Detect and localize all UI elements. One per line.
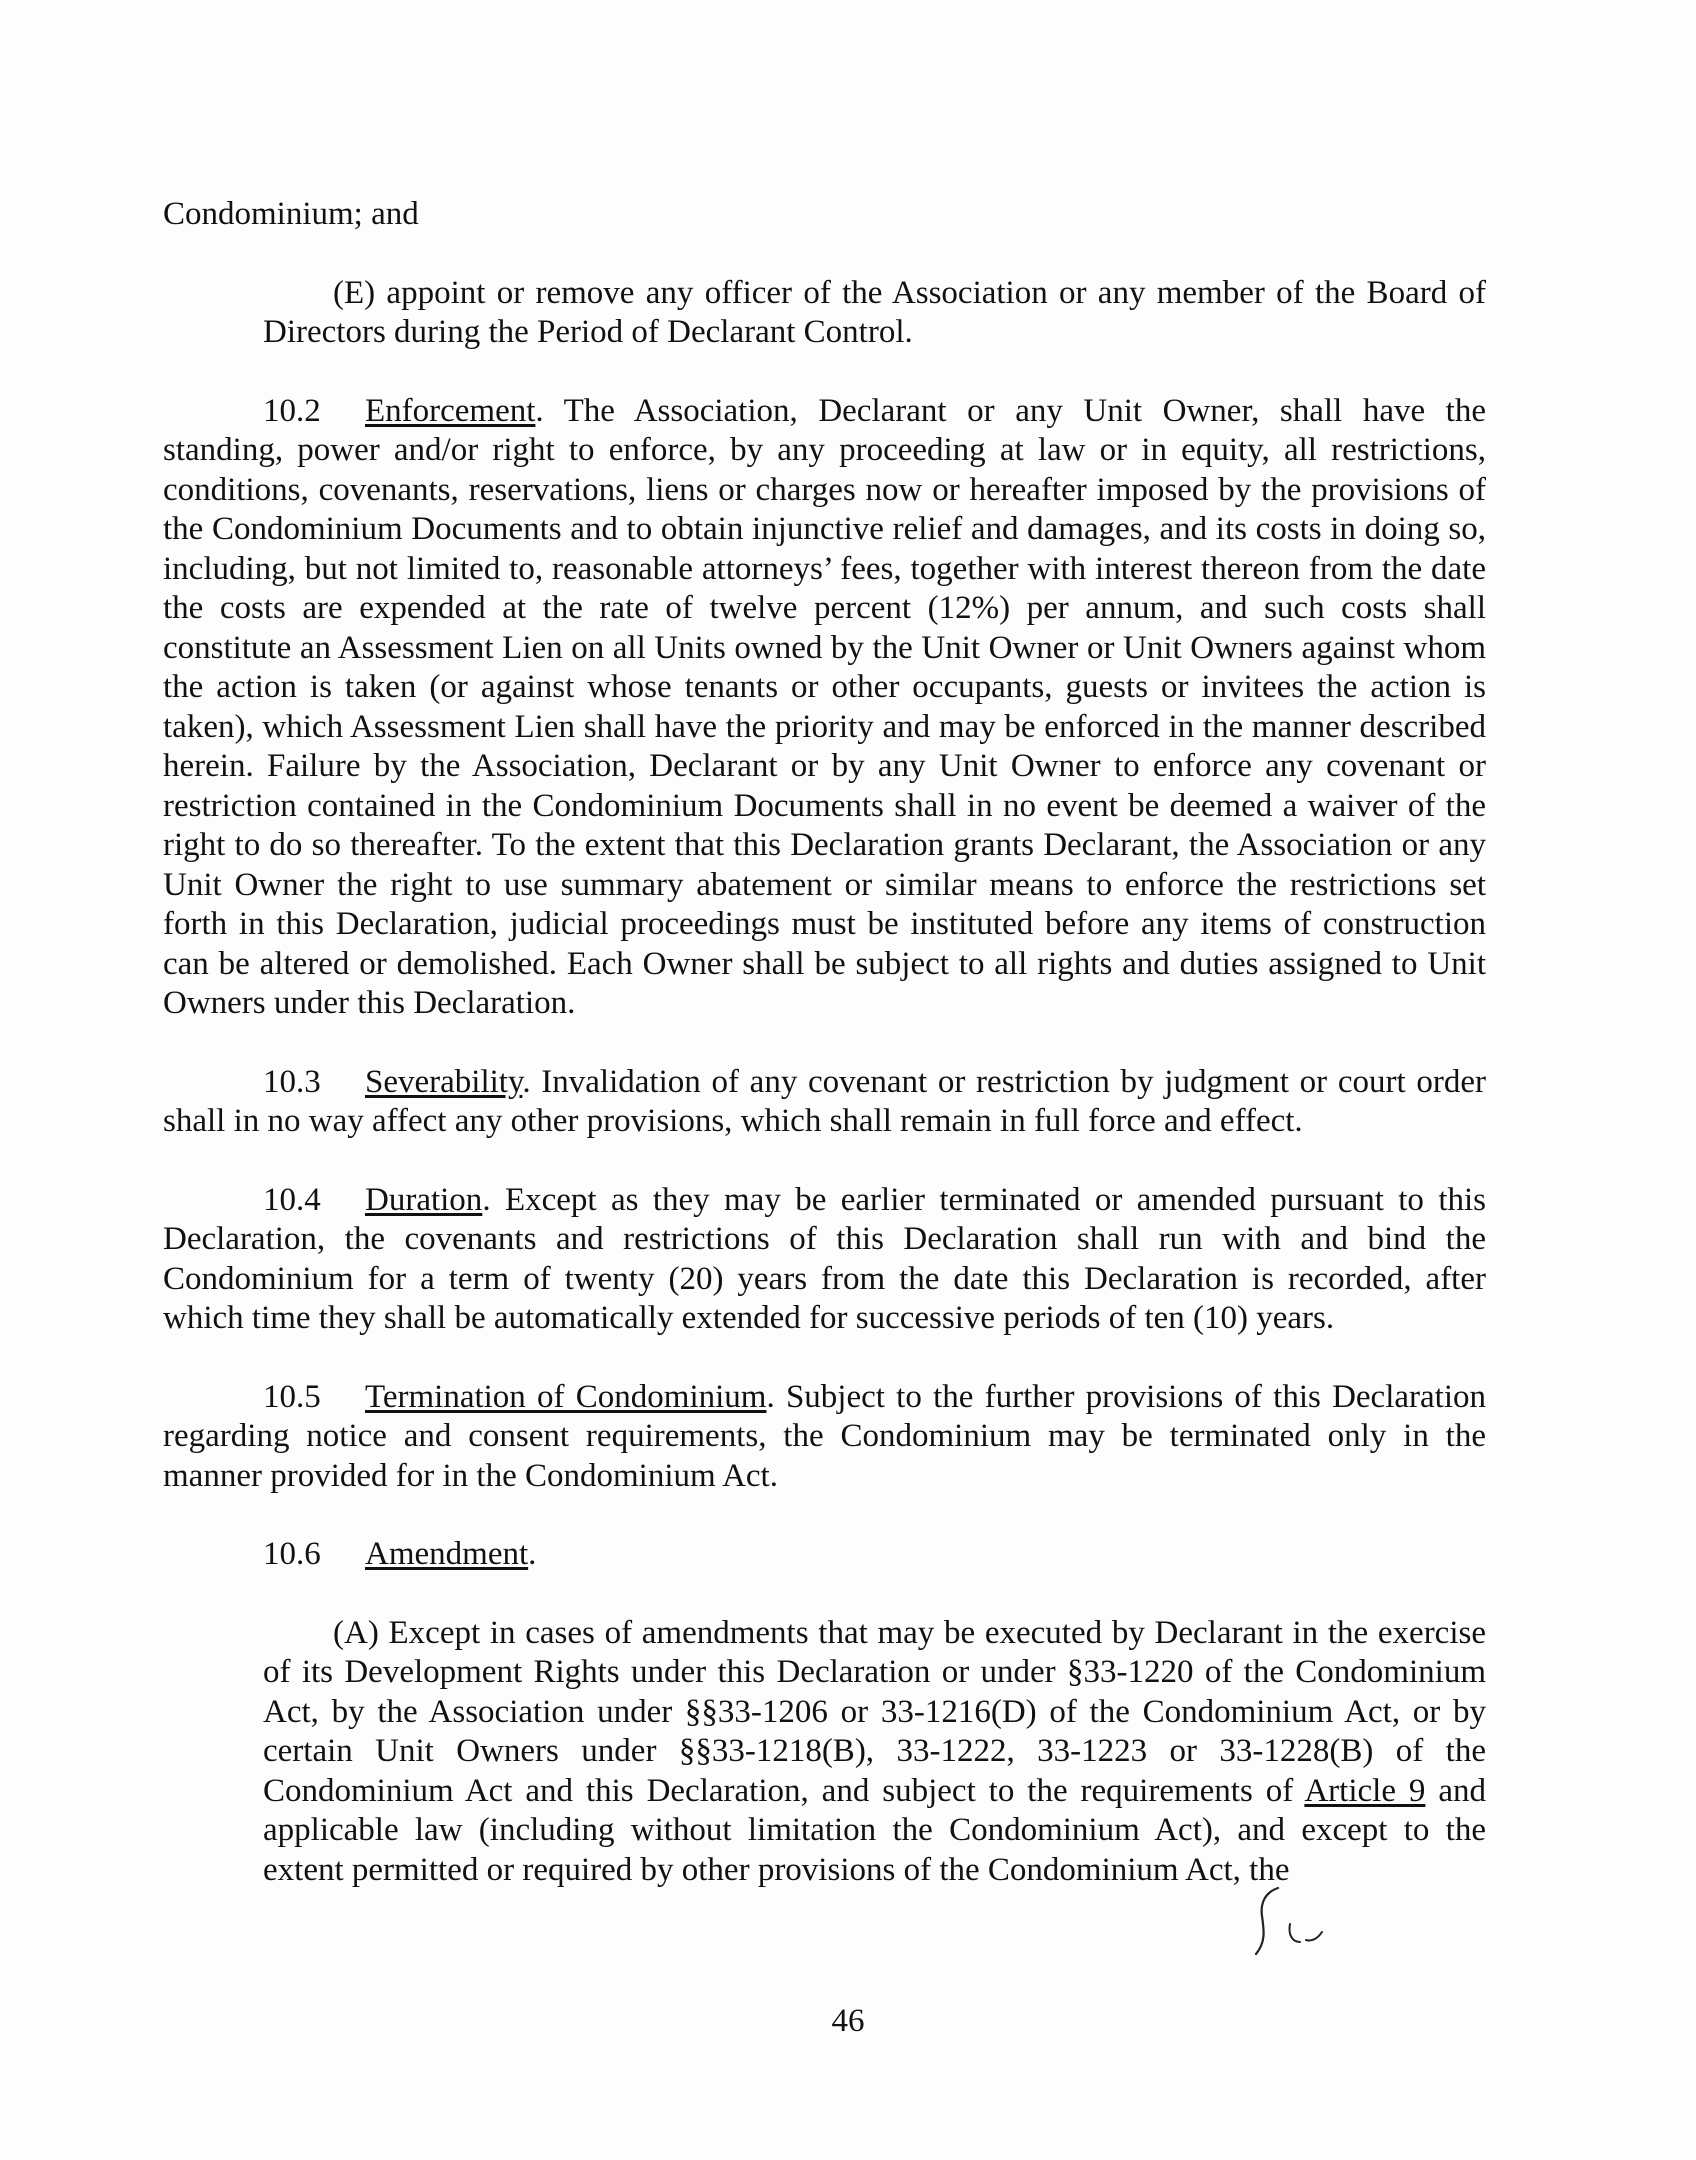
item-a-paragraph (263, 1614, 1486, 1891)
section-number: 10.2 (263, 392, 321, 429)
section-10-4 (163, 1181, 1486, 1339)
section-body: . The Association, Declarant or any Unit Owner, shall have the standing, power and/or right to enforce, by any proceeding at law or in equity, all restrictions, conditions, covenants, reservations, liens or charges now or hereafter imposed by the provisions of the Condominium Documents and to obtain injunctive relief and damages, and its costs in doing so, including, but not limited to, reasonable attorneys’ fees, together with interest thereon from the date the costs are expended at the rate of twelve percent (12%) per annum, and such costs shall constitute an Assessment Lien on all Units owned by the Unit Owner or Unit Owners against whom the action is taken (or against whose tenants or other occupants, guests or invitees the action is taken), which Assessment Lien shall have the priority and may be enforced in the manner described herein. Failure by the Association, Declarant or by any Unit Owner to enforce any covenant or restriction contained in the Condominium Documents shall in no event be deemed a waiver of the right to do so thereafter. To the extent that this Declaration grants Declarant, the Association or any Unit Owner the right to use summary abatement or similar means to enforce the restrictions set forth in this Declaration, judicial proceedings must be instituted before any items of construction can be altered or demolished. Each Owner shall be subject to all rights and duties assigned to Unit Owners under this Declaration. (163, 392, 1486, 1021)
item-e-paragraph: (E) appoint or remove any officer of the Association or any member of the Board of Directors during the Period of Declarant Control. (263, 274, 1486, 350)
page-number: 46 (831, 2003, 865, 2039)
section-number: 10.3 (263, 1063, 321, 1100)
section-body: . Subject to the further provisions of this Declaration regarding notice and consent requirements, the Condominium may be terminated only in the manner provided for in the Condominium Act. (163, 1378, 1486, 1494)
item-a-text-continued: and applicable law (including without limitation the Condominium Act), and except to the extent permitted or required by other provisions of the Condominium Act, the (263, 1772, 1486, 1888)
section-heading: Enforcement (365, 392, 536, 429)
section-heading: Duration (365, 1181, 483, 1218)
section-number: 10.6 (263, 1536, 321, 1572)
handwritten-initials (1250, 1880, 1360, 1960)
section-heading: Termination of Condominium (365, 1378, 767, 1415)
section-heading: Amendment (365, 1536, 529, 1572)
article-reference: Article 9 (1304, 1772, 1426, 1809)
document-body (163, 195, 1486, 1890)
section-10-3 (163, 1063, 1486, 1142)
item-a-text: (A) Except in cases of amendments that may be executed by Declarant in the exercise of its Development Rights under this Declaration or under §33-1220 of the Condominium Act, by the Association under §§33-1206 or 33-1216(D) of the Condominium Act, or by certain Unit Owners under §§33-1218(B), 33-1222, 33-1223 or 33-1228(B) of the Condominium Act and this Declaration, and subject to the requirements of (263, 1614, 1486, 1809)
section-number: 10.4 (263, 1181, 321, 1218)
section-number: 10.5 (263, 1378, 321, 1415)
section-heading: Severability (365, 1063, 523, 1100)
section-body: . Except as they may be earlier terminated or amended pursuant to this Declaration, the covenants and restrictions of this Declaration shall run with and bind the Condominium for a term of twenty (20) years from the date this Declaration is recorded, after which time they shall be automatically extended for successive periods of ten (10) years. (163, 1181, 1486, 1336)
section-10-2 (163, 392, 1486, 1024)
section-body: . (528, 1536, 537, 1572)
opening-fragment: Condominium; and (163, 196, 419, 232)
section-10-6 (163, 1535, 1486, 1575)
section-body: . Invalidation of any covenant or restriction by judgment or court order shall in no way affect any other provisions, which shall remain in full force and effect. (163, 1063, 1486, 1139)
section-10-5 (163, 1378, 1486, 1497)
